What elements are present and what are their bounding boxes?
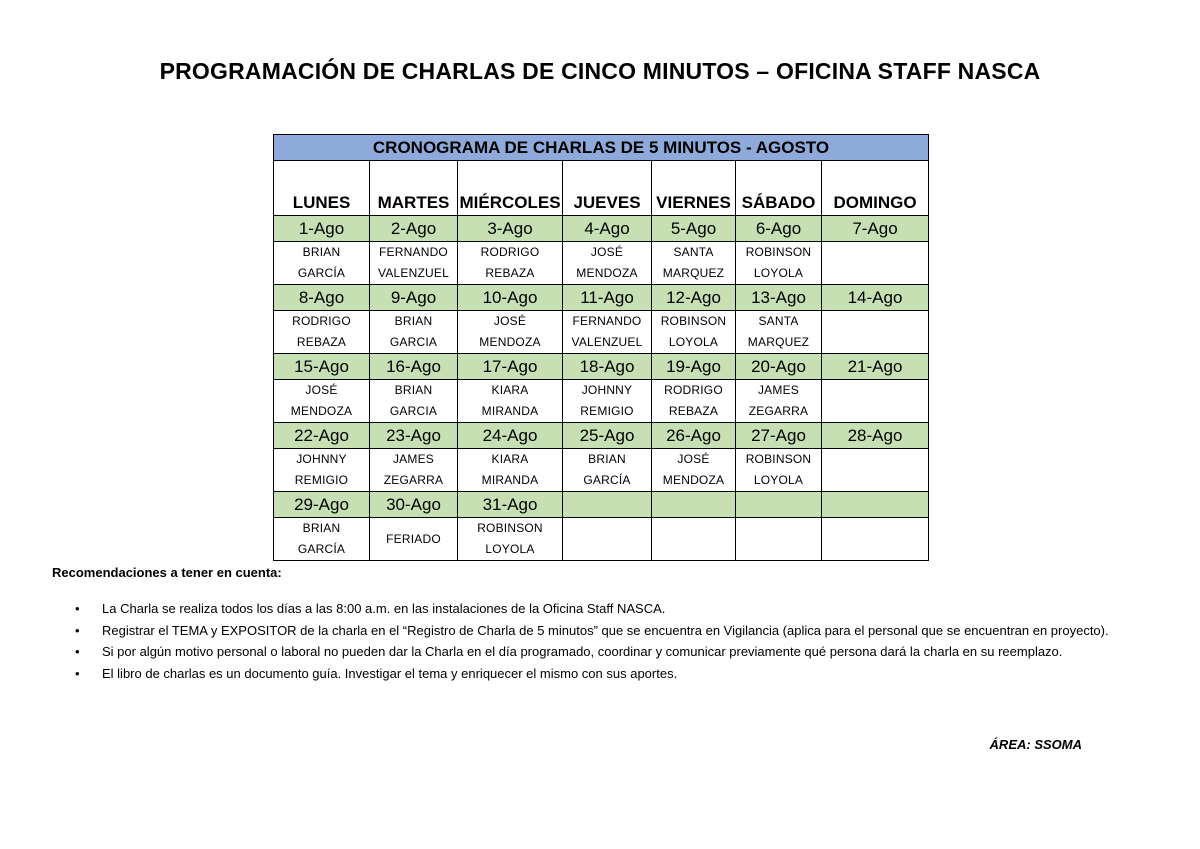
weekday-header: MIÉRCOLES	[458, 161, 563, 216]
date-cell: 10-Ago	[458, 285, 563, 311]
date-cell: 9-Ago	[370, 285, 458, 311]
bullet-icon: •	[75, 601, 80, 616]
recommendation-item	[52, 622, 1152, 641]
speaker-name: RODRIGO REBAZA	[664, 383, 723, 418]
speaker-cell	[274, 380, 370, 423]
speaker-name: JAMES ZEGARRA	[748, 383, 809, 418]
bullet-icon: •	[75, 665, 80, 681]
speaker-row	[274, 311, 929, 354]
schedule-table	[273, 134, 929, 561]
bullet-icon: •	[75, 622, 80, 638]
date-cell: 4-Ago	[563, 216, 652, 242]
date-cell: 11-Ago	[563, 285, 652, 311]
date-cell: 21-Ago	[822, 354, 929, 380]
date-row	[274, 354, 929, 380]
table-title-row	[274, 135, 929, 161]
speaker-name: RODRIGO REBAZA	[292, 314, 351, 349]
date-cell: 29-Ago	[274, 492, 370, 518]
page-title: PROGRAMACIÓN DE CHARLAS DE CINCO MINUTOS – OFICINA STAFF NASCA	[159, 58, 1041, 84]
speaker-cell	[274, 518, 370, 561]
speaker-row	[274, 242, 929, 285]
speaker-cell	[458, 449, 563, 492]
speaker-cell	[458, 518, 563, 561]
speaker-cell	[274, 242, 370, 285]
date-cell: 13-Ago	[736, 285, 822, 311]
weekday-header-row	[274, 161, 929, 216]
speaker-name: ROBINSON LOYOLA	[477, 521, 543, 556]
date-cell: 15-Ago	[274, 354, 370, 380]
date-cell: 18-Ago	[563, 354, 652, 380]
weekday-header: VIERNES	[652, 161, 736, 216]
speaker-cell	[652, 380, 736, 423]
speaker-name: FERIADO	[386, 531, 441, 546]
speaker-cell	[370, 380, 458, 423]
speaker-name: SANTA MARQUEZ	[747, 314, 810, 349]
date-cell: 1-Ago	[274, 216, 370, 242]
speaker-name: BRIAN GARCIA	[389, 314, 438, 349]
speaker-name: KIARA MIRANDA	[481, 452, 539, 487]
speaker-row	[274, 380, 929, 423]
date-cell: 20-Ago	[736, 354, 822, 380]
speaker-name: FERNANDO VALENZUEL	[378, 245, 449, 280]
speaker-cell	[652, 311, 736, 354]
date-cell	[563, 492, 652, 518]
date-cell	[822, 492, 929, 518]
speaker-cell	[822, 449, 929, 492]
speaker-cell	[370, 449, 458, 492]
speaker-name: BRIAN GARCIA	[389, 383, 438, 418]
speaker-cell	[274, 449, 370, 492]
date-cell: 22-Ago	[274, 423, 370, 449]
recommendations-title: Recomendaciones a tener en cuenta:	[52, 565, 282, 580]
speaker-name: JOHNNY REMIGIO	[294, 452, 349, 487]
speaker-name: BRIAN GARCÍA	[297, 521, 346, 556]
speaker-cell	[822, 518, 929, 561]
speaker-cell	[274, 311, 370, 354]
speaker-name: KIARA MIRANDA	[481, 383, 539, 418]
recommendation-text: El libro de charlas es un documento guía. Investigar el tema y enriquecer el mismo con sus aportes.	[102, 665, 678, 681]
recommendation-text: Registrar el TEMA y EXPOSITOR de la charla en el “Registro de Charla de 5 minutos” que se encuentra en Vigilancia (aplica para el personal que se encuentran en proyecto).	[102, 622, 1109, 638]
speaker-cell	[736, 380, 822, 423]
date-cell: 31-Ago	[458, 492, 563, 518]
weekday-header: SÁBADO	[736, 161, 822, 216]
date-cell: 30-Ago	[370, 492, 458, 518]
date-cell: 25-Ago	[563, 423, 652, 449]
bullet-icon: •	[75, 644, 80, 659]
date-cell: 3-Ago	[458, 216, 563, 242]
speaker-row	[274, 449, 929, 492]
date-cell: 5-Ago	[652, 216, 736, 242]
speaker-name: BRIAN GARCÍA	[583, 452, 631, 487]
weekday-header: DOMINGO	[822, 161, 929, 216]
recommendation-item	[52, 665, 1152, 684]
speaker-row	[274, 518, 929, 561]
speaker-name: JOSÉ MENDOZA	[290, 383, 353, 418]
date-cell: 27-Ago	[736, 423, 822, 449]
date-cell: 28-Ago	[822, 423, 929, 449]
speaker-cell	[370, 518, 458, 561]
date-cell: 14-Ago	[822, 285, 929, 311]
date-row	[274, 216, 929, 242]
speaker-name: JOSÉ MENDOZA	[576, 245, 638, 280]
speaker-name: FERNANDO VALENZUEL	[571, 314, 643, 349]
weekday-header: JUEVES	[563, 161, 652, 216]
recommendation-item	[52, 600, 1152, 619]
speaker-cell	[652, 449, 736, 492]
speaker-cell	[563, 518, 652, 561]
date-cell: 26-Ago	[652, 423, 736, 449]
speaker-cell	[563, 242, 652, 285]
date-cell: 7-Ago	[822, 216, 929, 242]
recommendation-text: Si por algún motivo personal o laboral no pueden dar la Charla en el día programado, coordinar y comunicar previamente qué persona dará la charla en su reemplazo.	[102, 644, 1063, 659]
speaker-name: JAMES ZEGARRA	[383, 452, 444, 487]
date-cell: 6-Ago	[736, 216, 822, 242]
speaker-cell	[652, 242, 736, 285]
speaker-cell	[458, 242, 563, 285]
date-row	[274, 285, 929, 311]
speaker-cell	[458, 311, 563, 354]
date-cell: 17-Ago	[458, 354, 563, 380]
speaker-cell	[370, 311, 458, 354]
weekday-header: MARTES	[370, 161, 458, 216]
speaker-name: JOSÉ MENDOZA	[662, 452, 725, 487]
speaker-cell	[736, 449, 822, 492]
date-cell: 2-Ago	[370, 216, 458, 242]
speaker-cell	[736, 311, 822, 354]
speaker-cell	[822, 380, 929, 423]
speaker-cell	[458, 380, 563, 423]
date-row	[274, 492, 929, 518]
recommendations-list	[52, 600, 1152, 686]
date-cell: 12-Ago	[652, 285, 736, 311]
speaker-cell	[563, 449, 652, 492]
date-row	[274, 423, 929, 449]
weekday-header: LUNES	[274, 161, 370, 216]
table-title: CRONOGRAMA DE CHARLAS DE 5 MINUTOS - AGOSTO	[274, 135, 929, 161]
speaker-name: JOSÉ MENDOZA	[479, 314, 541, 349]
speaker-cell	[736, 518, 822, 561]
speaker-cell	[370, 242, 458, 285]
speaker-name: SANTA MARQUEZ	[662, 245, 725, 280]
speaker-name: BRIAN GARCÍA	[297, 245, 346, 280]
speaker-name: RODRIGO REBAZA	[480, 245, 540, 280]
area-label: ÁREA: SSOMA	[989, 737, 1082, 752]
speaker-cell	[563, 380, 652, 423]
date-cell: 24-Ago	[458, 423, 563, 449]
recommendation-text: La Charla se realiza todos los días a las 8:00 a.m. en las instalaciones de la Oficina Staff NASCA.	[102, 601, 666, 616]
speaker-cell	[563, 311, 652, 354]
speaker-name: ROBINSON LOYOLA	[660, 314, 727, 349]
speaker-cell	[736, 242, 822, 285]
date-cell	[736, 492, 822, 518]
recommendation-item	[52, 643, 1152, 662]
speaker-name: ROBINSON LOYOLA	[745, 452, 812, 487]
date-cell: 16-Ago	[370, 354, 458, 380]
date-cell: 23-Ago	[370, 423, 458, 449]
speaker-cell	[652, 518, 736, 561]
date-cell	[652, 492, 736, 518]
speaker-cell	[822, 242, 929, 285]
speaker-cell	[822, 311, 929, 354]
speaker-name: JOHNNY REMIGIO	[580, 383, 634, 418]
date-cell: 8-Ago	[274, 285, 370, 311]
date-cell: 19-Ago	[652, 354, 736, 380]
speaker-name: ROBINSON LOYOLA	[745, 245, 812, 280]
